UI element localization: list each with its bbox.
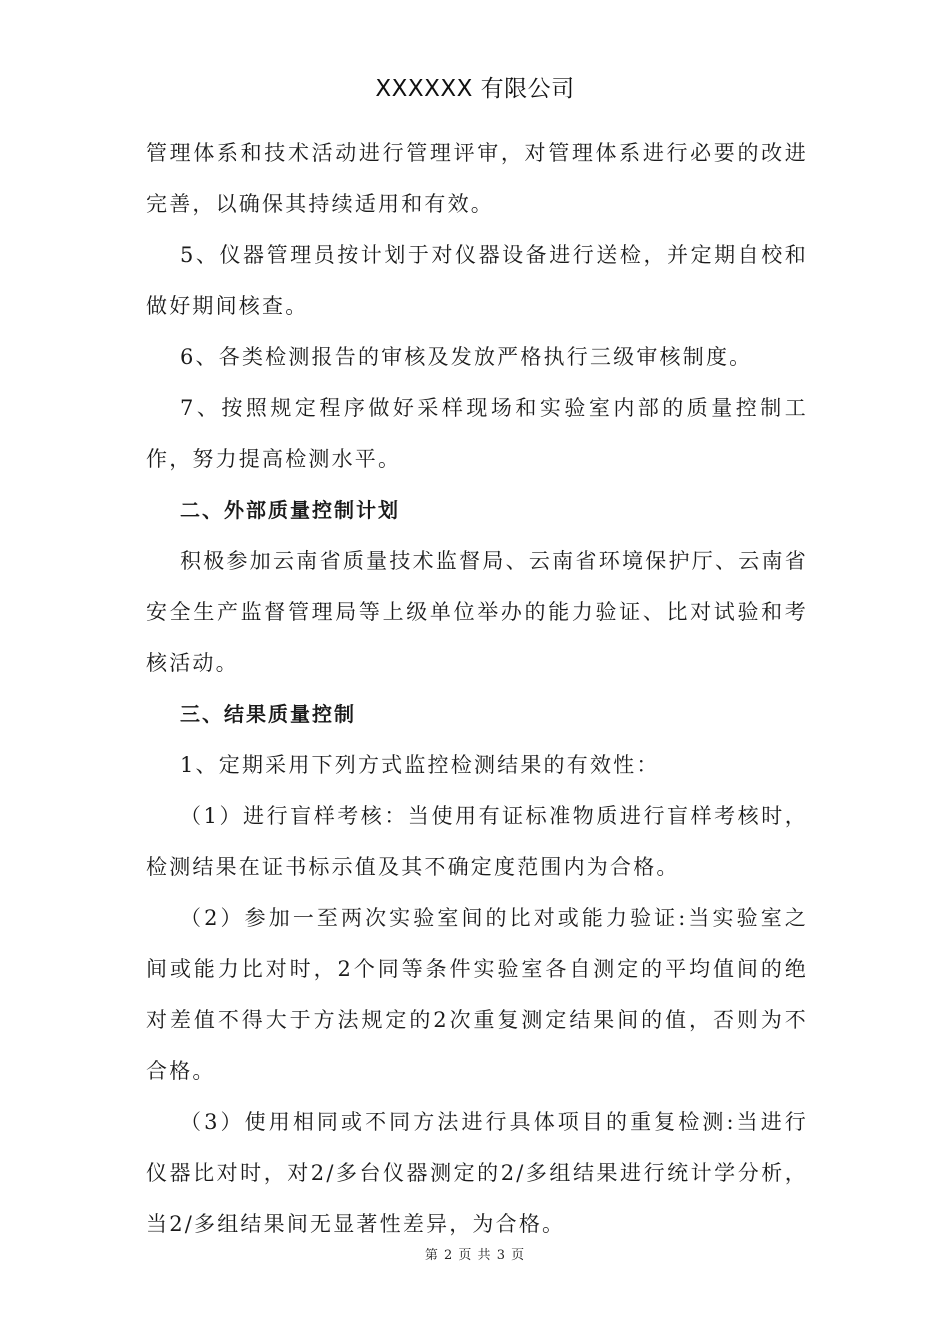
company-header: XXXXXX 有限公司 (375, 76, 575, 102)
paragraph: 6、各类检测报告的审核及发放严格执行三级审核制度。 (180, 345, 753, 369)
document-body (146, 128, 808, 1250)
paragraph: 积极参加云南省质量技术监督局、云南省环境保护厅、云南省安全生产监督管理局等上级单位举办的能力验证、比对试验和考核活动。 (146, 549, 808, 675)
section-heading: 二、外部质量控制计划 (180, 498, 400, 522)
page-number: 第 2 页 共 3 页 (424, 1248, 526, 1263)
paragraph: （2）参加一至两次实验室间的比对或能力验证:当实验室之间或能力比对时，2个同等条件实验室各自测定的平均值间的绝对差值不得大于方法规定的2次重复测定结果间的值，否则为不合格。 (146, 906, 808, 1083)
section-heading: 三、结果质量控制 (180, 702, 356, 726)
paragraph: 7、按照规定程序做好采样现场和实验室内部的质量控制工作，努力提高检测水平。 (146, 396, 808, 471)
paragraph: （1）进行盲样考核：当使用有证标准物质进行盲样考核时，检测结果在证书标示值及其不确定度范围内为合格。 (146, 804, 808, 879)
paragraph: 5、仪器管理员按计划于对仪器设备进行送检，并定期自校和做好期间核查。 (146, 243, 808, 318)
paragraph: （3）使用相同或不同方法进行具体项目的重复检测:当进行仪器比对时，对2/多台仪器测定的2/多组结果进行统计学分析，当2/多组结果间无显著性差异，为合格。 (146, 1110, 808, 1236)
paragraph: 1、定期采用下列方式监控检测结果的有效性： (180, 753, 660, 777)
paragraph: 管理体系和技术活动进行管理评审，对管理体系进行必要的改进完善，以确保其持续适用和有效。 (146, 141, 808, 216)
